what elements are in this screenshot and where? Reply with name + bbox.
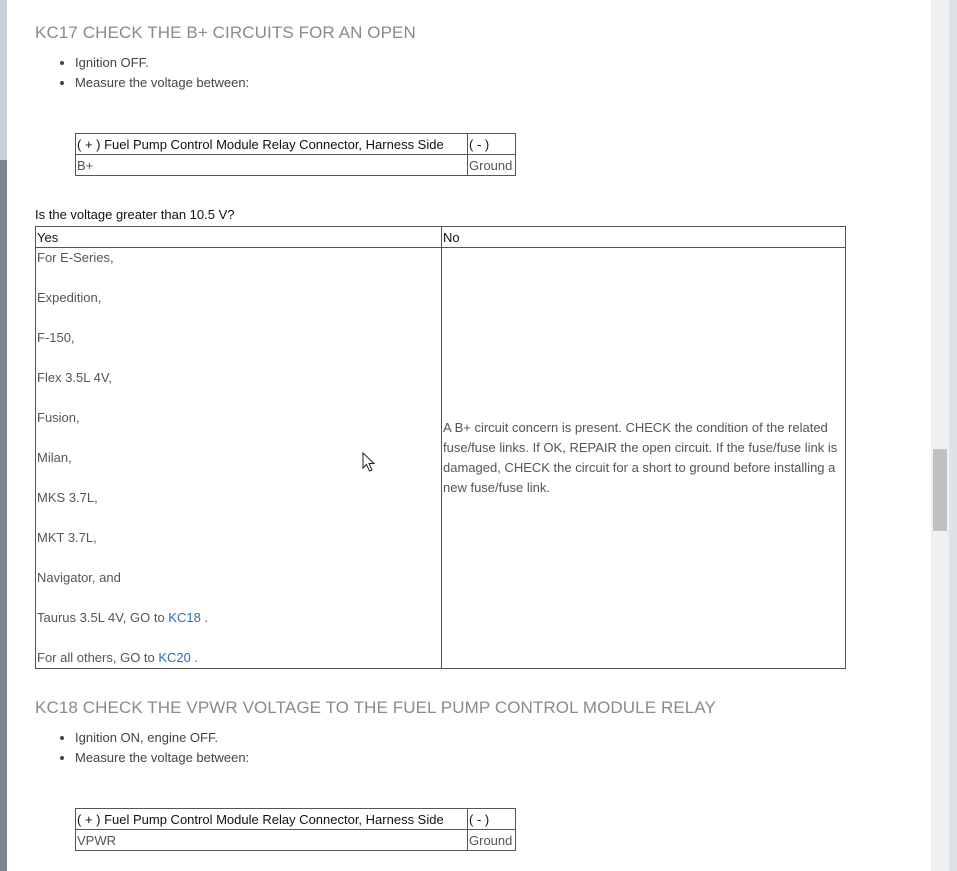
yes-line: Flex 3.5L 4V, xyxy=(37,370,112,385)
yes-line: F-150, xyxy=(37,330,75,345)
connector-positive-header: ( + ) Fuel Pump Control Module Relay Connector, Harness Side xyxy=(76,134,468,155)
list-item: • Ignition ON, engine OFF. xyxy=(75,728,249,748)
connector-positive-header: ( + ) Fuel Pump Control Module Relay Connector, Harness Side xyxy=(76,809,468,830)
yes-line: For E-Series, xyxy=(37,250,114,265)
yes-header: Yes xyxy=(36,227,442,248)
yes-goto-prefix: For all others, GO to xyxy=(37,650,159,665)
yes-line: Fusion, xyxy=(37,410,80,425)
yes-line: MKS 3.7L, xyxy=(37,490,98,505)
step-kc18-connector-table xyxy=(75,808,516,851)
connector-negative-cell: Ground xyxy=(468,830,516,851)
step-kc17-bullets xyxy=(35,53,249,93)
left-window-edge-shadow xyxy=(0,160,7,871)
yes-cell xyxy=(36,248,442,669)
table-row xyxy=(36,248,846,669)
left-window-edge xyxy=(0,0,7,871)
table-header-row xyxy=(36,227,846,248)
step-kc17-connector-table xyxy=(75,133,516,176)
yes-line: Expedition, xyxy=(37,290,102,305)
yes-line: Milan, xyxy=(37,450,72,465)
vertical-scrollbar-track[interactable] xyxy=(931,0,949,871)
table-header-row xyxy=(76,134,516,155)
yes-line: Navigator, and xyxy=(37,570,121,585)
vertical-scrollbar-thumb[interactable] xyxy=(933,449,947,531)
step-kc17-title: KC17 CHECK THE B+ CIRCUITS FOR AN OPEN xyxy=(35,23,416,42)
yes-goto-prefix: Taurus 3.5L 4V, GO to xyxy=(37,610,169,625)
link-kc20[interactable]: KC20 xyxy=(158,650,191,665)
step-kc17-question: Is the voltage greater than 10.5 V? xyxy=(35,207,235,222)
yes-goto-kc18 xyxy=(37,608,440,648)
table-header-row xyxy=(76,809,516,830)
connector-negative-cell: Ground xyxy=(468,155,516,176)
yes-goto-suffix: . xyxy=(200,610,209,625)
right-window-edge xyxy=(949,0,957,871)
list-item: • Ignition OFF. xyxy=(75,53,249,73)
page-content xyxy=(35,0,930,871)
connector-positive-cell: VPWR xyxy=(76,830,468,851)
connector-negative-header: ( - ) xyxy=(468,809,516,830)
list-item: • Measure the voltage between: xyxy=(75,748,249,768)
step-kc18-bullets xyxy=(35,728,249,768)
step-kc18-title: KC18 CHECK THE VPWR VOLTAGE TO THE FUEL PUMP CONTROL MODULE RELAY xyxy=(35,698,716,717)
mouse-pointer-icon xyxy=(362,452,376,472)
connector-positive-cell: B+ xyxy=(76,155,468,176)
yes-goto-suffix: . xyxy=(190,650,199,665)
no-header: No xyxy=(442,227,846,248)
no-cell: A B+ circuit concern is present. CHECK the condition of the related fuse/fuse links. If OK, REPAIR the open circuit. If the fuse/fuse link is damaged, CHECK the circuit for a short to ground before installing a new fuse/fuse link. xyxy=(442,248,846,669)
list-item: • Measure the voltage between: xyxy=(75,73,249,93)
table-row xyxy=(76,155,516,176)
step-kc17-decision-table xyxy=(35,226,846,669)
table-row xyxy=(76,830,516,851)
yes-goto-kc20 xyxy=(37,648,440,668)
yes-line: MKT 3.7L, xyxy=(37,530,97,545)
link-kc18[interactable]: KC18 xyxy=(168,610,201,625)
connector-negative-header: ( - ) xyxy=(468,134,516,155)
